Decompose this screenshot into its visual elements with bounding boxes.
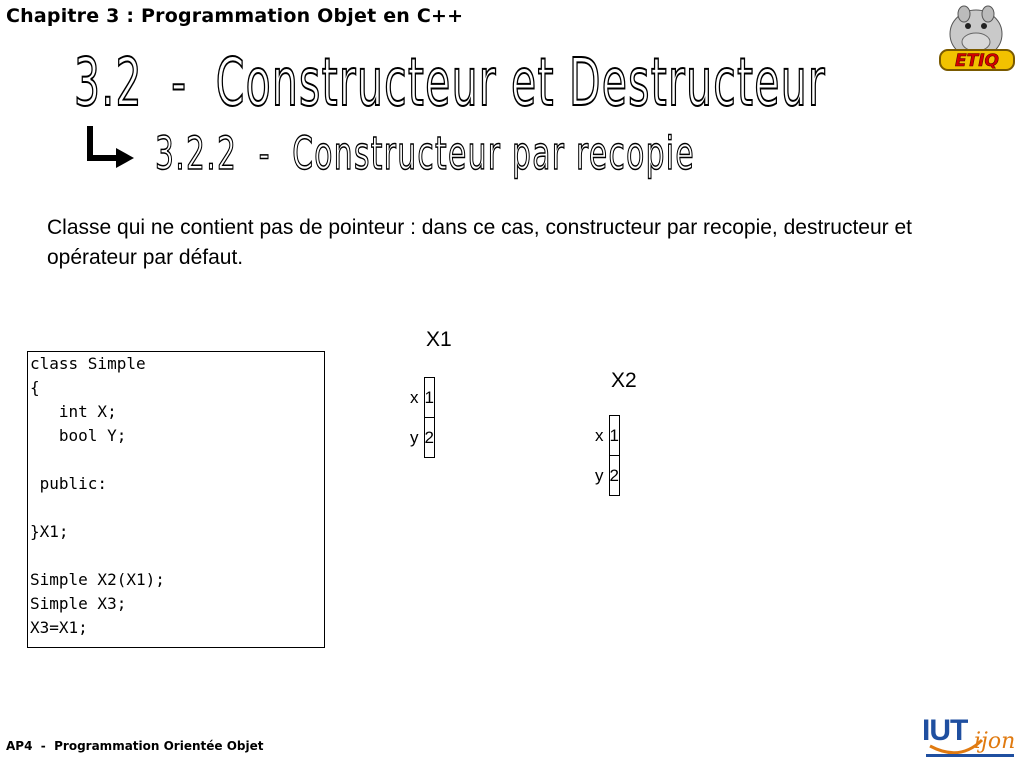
svg-text:IUT: IUT <box>922 714 968 747</box>
code-line: Simple X3; <box>30 594 127 613</box>
field-label: y <box>595 465 604 485</box>
iut-dijon-logo <box>920 710 1020 767</box>
section-title: 3.2 - Constructeur et Destructeur <box>74 44 826 121</box>
etiq-hippo-logo <box>930 0 1024 81</box>
field-row <box>410 378 434 418</box>
code-line <box>28 448 324 472</box>
field-label: x <box>410 387 419 407</box>
intro-paragraph: Classe qui ne contient pas de pointeur : dans ce cas, constructeur par recopie, destructeur et opérateur par défaut. <box>47 216 912 269</box>
code-lines <box>28 352 324 640</box>
footer-course-title: AP4 - Programmation Orientée Objet <box>6 739 264 753</box>
field-row <box>410 418 434 458</box>
field-value: 2 <box>609 456 619 496</box>
subsection-arrow-icon <box>84 122 140 177</box>
code-line <box>28 496 324 520</box>
field-row <box>595 416 619 456</box>
svg-text:ETIQ: ETIQ <box>955 51 999 71</box>
code-line: bool Y; <box>30 426 127 445</box>
chapter-heading: Chapitre 3 : Programmation Objet en C++ <box>6 5 464 27</box>
object-fields <box>595 415 620 496</box>
svg-text:ijon: ijon <box>974 729 1016 754</box>
object-fields <box>410 377 435 458</box>
field-row <box>595 456 619 496</box>
field-value: 2 <box>424 418 434 458</box>
code-line: class Simple <box>30 354 146 373</box>
field-value: 1 <box>424 378 434 418</box>
code-line <box>28 544 324 568</box>
field-label: x <box>595 425 604 445</box>
code-line: }X1; <box>30 522 69 541</box>
object-name: X1 <box>426 328 452 351</box>
code-line: { <box>30 378 40 397</box>
code-line: X3=X1; <box>30 618 88 637</box>
code-line: int X; <box>30 402 117 421</box>
code-listing <box>27 351 325 648</box>
subsection-title: 3.2.2 - Constructeur par recopie <box>155 127 695 180</box>
object-name: X2 <box>611 369 637 392</box>
field-value: 1 <box>609 416 619 456</box>
code-line: Simple X2(X1); <box>30 570 165 589</box>
field-label: y <box>410 427 419 447</box>
code-line: public: <box>30 474 108 493</box>
